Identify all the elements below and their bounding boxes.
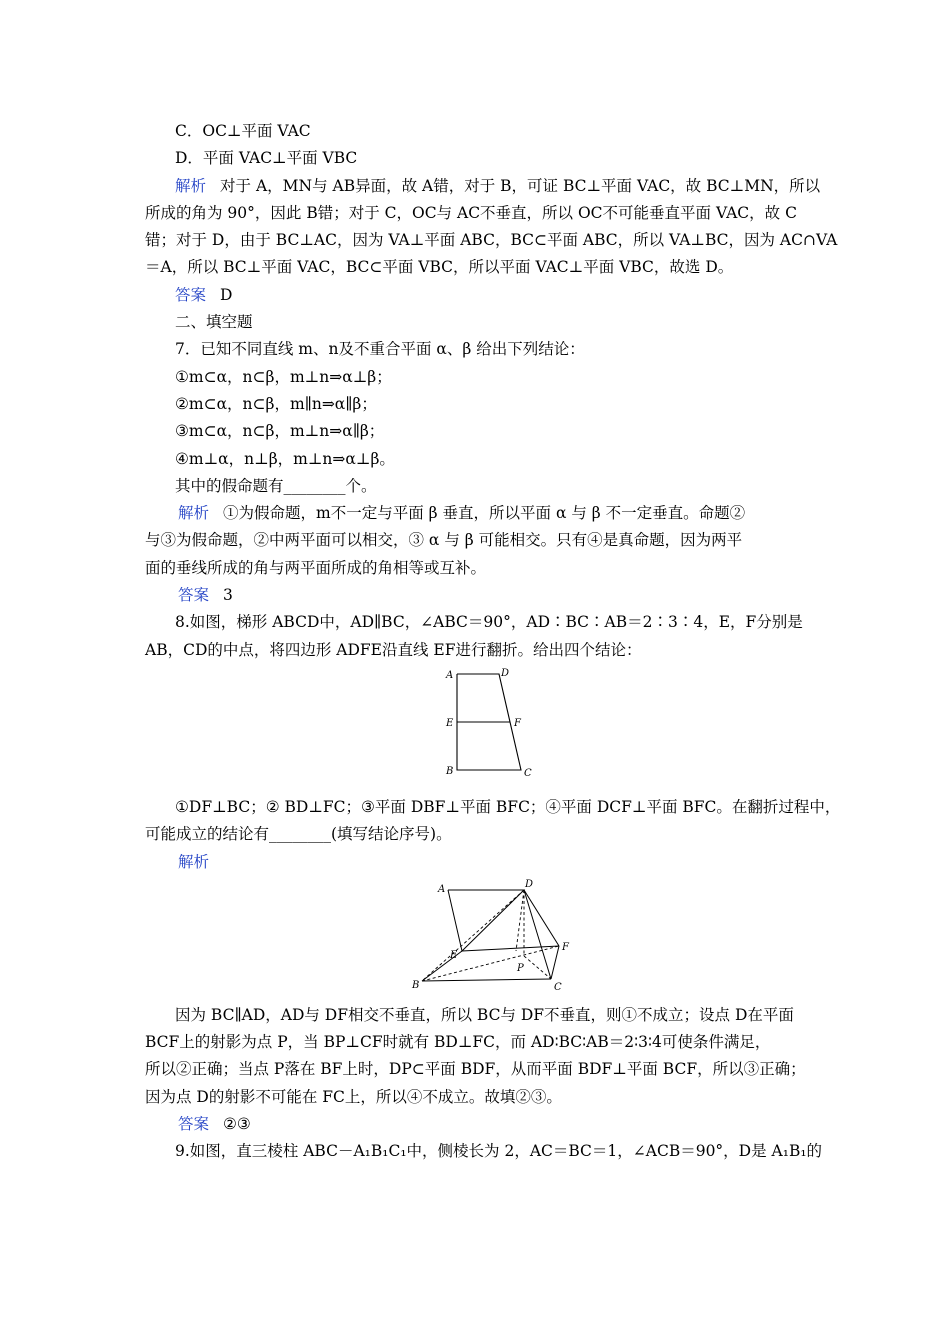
- label-f: F: [514, 717, 521, 729]
- question-8-line-4: 可能成立的结论有________(填写结论序号)。: [145, 825, 452, 844]
- q7-question: 其中的假命题有________个。: [175, 476, 377, 495]
- question-8-line-3: ①DF⊥BC；② BD⊥FC；③平面 DBF⊥平面 BFC；④平面 DCF⊥平面 BFC。在翻折过程中，: [175, 797, 841, 816]
- solution-1-line-3: 错；对于 D，由于 BC⊥AC，因为 VA⊥平面 ABC，BC⊂平面 ABC，所以 VA⊥BC，因为 AC∩VA: [145, 231, 838, 250]
- solution-3-line-2: BCF上的射影为点 P，当 BP⊥CF时就有 BD⊥FC，而 AD∶BC∶AB＝2∶3∶4可使条件满足，: [145, 1033, 771, 1052]
- folded-diagram: [408, 878, 588, 1000]
- question-8-line-1: 8.如图，梯形 ABCD中，AD∥BC，∠ABC＝90°，AD∶BC∶AB＝2∶3∶4，E，F分别是: [175, 613, 803, 632]
- trapezoid-diagram: [437, 666, 577, 792]
- label-e: E: [450, 949, 458, 961]
- label-a: A: [438, 883, 446, 895]
- solution-3-line-3: 所以②正确；当点 P落在 BF上时，DP⊂平面 BDF，从而平面 BDF⊥平面 BCF，所以③正确；: [145, 1060, 806, 1079]
- answer-3: 答案 ②③: [178, 1115, 251, 1134]
- q7-statement-4: ④m⊥α，n⊥β，m⊥n⇒α⊥β。: [175, 449, 395, 468]
- label-b: B: [412, 979, 420, 991]
- folded-figure: [145, 876, 815, 1002]
- q7-statement-3: ③m⊂α，n⊂β，m⊥n⇒α∥β；: [175, 422, 385, 441]
- answer-label: 答案: [178, 586, 210, 605]
- solution-label: 解析: [178, 504, 210, 523]
- q7-statement-1: ①m⊂α，n⊂β，m⊥n⇒α⊥β；: [175, 367, 392, 386]
- option-c: C．OC⊥平面 VAC: [175, 122, 311, 140]
- answer-1: 答案 D: [175, 285, 233, 304]
- label-a: A: [446, 669, 454, 681]
- label-b: B: [446, 765, 454, 777]
- solution-2-line-1: 解析 ①为假命题，m不一定与平面 β 垂直，所以平面 α 与 β 不一定垂直。命题②: [178, 504, 746, 523]
- answer-2: 答案 3: [178, 586, 233, 605]
- label-p: P: [517, 962, 524, 974]
- answer-label: 答案: [175, 285, 207, 304]
- solution-1-line-4: ＝A，所以 BC⊥平面 VAC，BC⊂平面 VBC，所以平面 VAC⊥平面 VBC，故选 D。: [145, 258, 734, 277]
- solution-3-label: 解析: [178, 852, 210, 871]
- section-heading: 二、填空题: [175, 313, 253, 332]
- label-d: D: [501, 667, 510, 679]
- question-9: 9.如图，直三棱柱 ABC－A₁B₁C₁中，侧棱长为 2，AC＝BC＝1，∠ACB＝90°，D是 A₁B₁的: [175, 1142, 823, 1161]
- label-c: C: [554, 981, 562, 993]
- label-e: E: [446, 717, 454, 729]
- solution-1-line-1: 解析 对于 A，MN与 AB异面，故 A错，对于 B，可证 BC⊥平面 VAC，故 BC⊥MN，所以: [175, 176, 821, 195]
- q7-statement-2: ②m⊂α，n⊂β，m∥n⇒α∥β；: [175, 394, 377, 413]
- trapezoid-figure: [145, 664, 815, 794]
- solution-3-line-1: 因为 BC∥AD，AD与 DF相交不垂直，所以 BC与 DF不垂直，则①不成立；设点 D在平面: [175, 1005, 794, 1024]
- answer-label: 答案: [178, 1115, 210, 1134]
- label-f: F: [562, 941, 569, 953]
- option-d: D．平面 VAC⊥平面 VBC: [175, 149, 358, 168]
- solution-label: 解析: [175, 176, 207, 195]
- document-page: [145, 118, 841, 1166]
- solution-3-line-4: 因为点 D的射影不可能在 FC上，所以④不成立。故填②③。: [145, 1087, 562, 1106]
- solution-2-line-3: 面的垂线所成的角与两平面所成的角相等或互补。: [145, 558, 487, 577]
- question-8-line-2: AB，CD的中点，将四边形 ADFE沿直线 EF进行翻折。给出四个结论：: [145, 640, 642, 659]
- solution-1-line-2: 所成的角为 90°，因此 B错；对于 C，OC与 AC不垂直，所以 OC不可能垂直平面 VAC，故 C: [145, 203, 797, 222]
- solution-2-line-2: 与③为假命题，②中两平面可以相交，③ α 与 β 可能相交。只有④是真命题，因为两平: [145, 531, 743, 550]
- label-c: C: [524, 767, 532, 779]
- label-d: D: [525, 878, 534, 890]
- question-7: 7．已知不同直线 m、n及不重合平面 α、β 给出下列结论：: [175, 340, 585, 359]
